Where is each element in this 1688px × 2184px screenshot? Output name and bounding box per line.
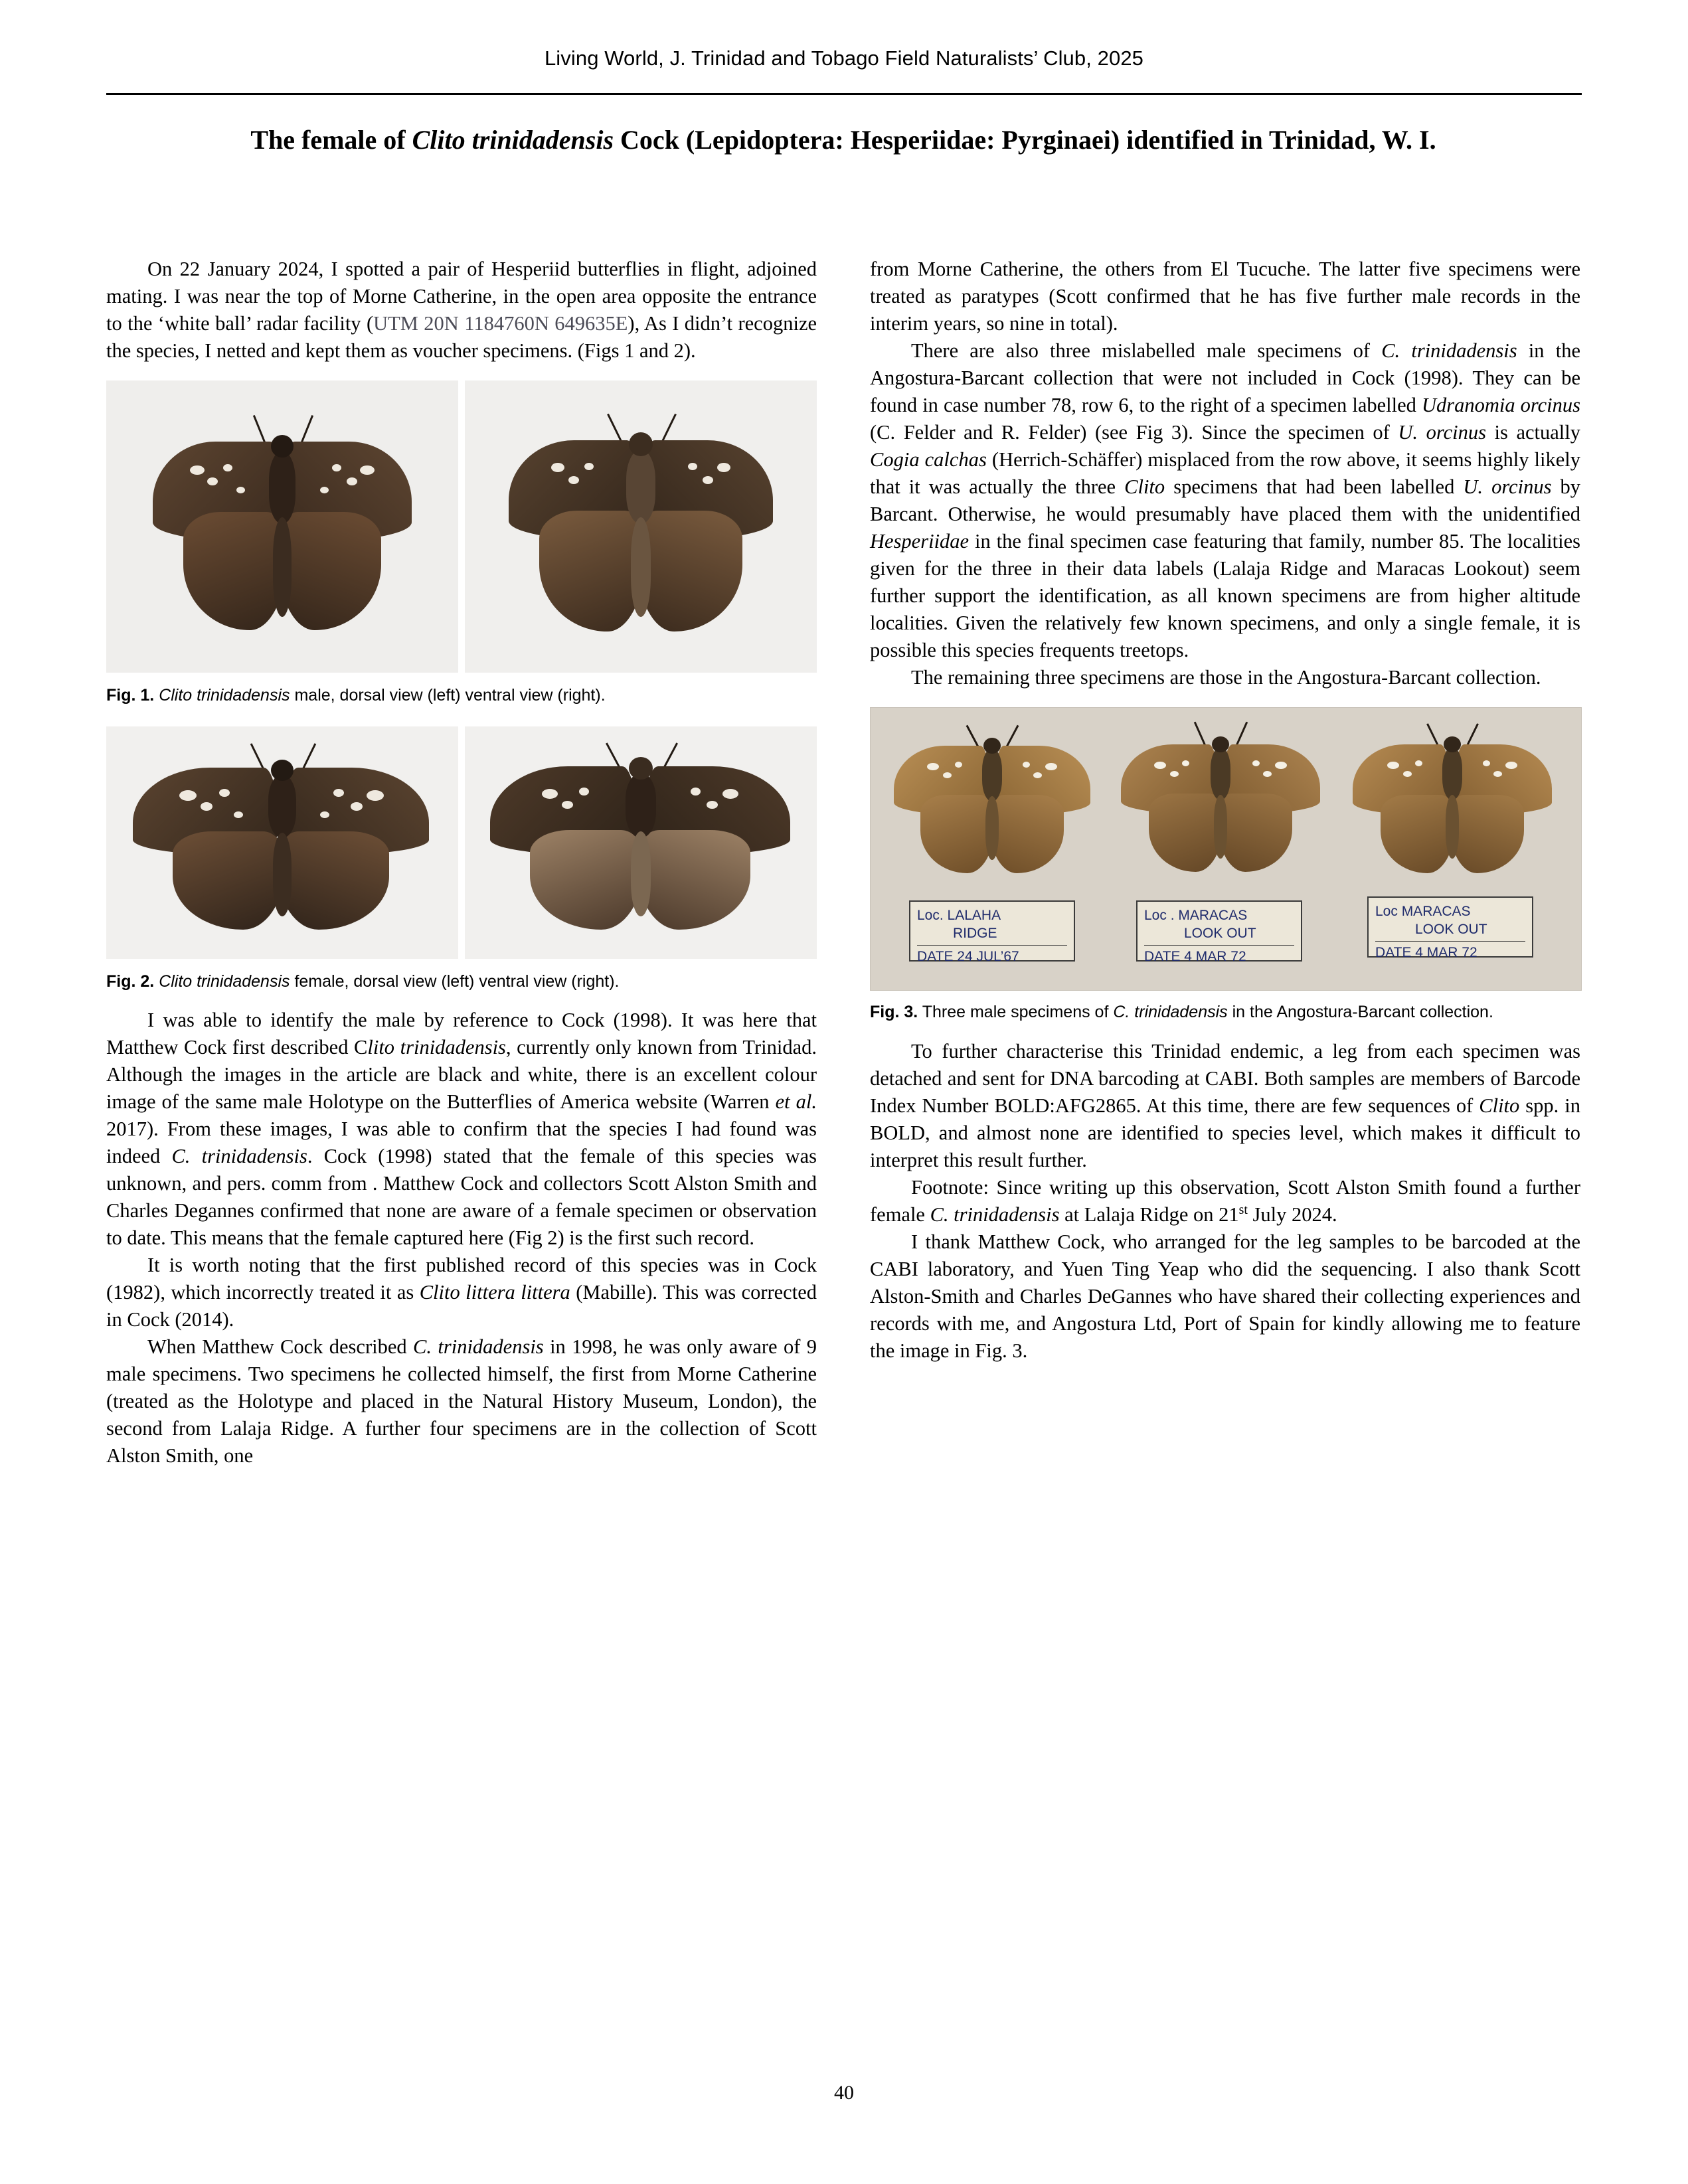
mis-text-f: specimens that had been labelled (1165, 475, 1464, 499)
wing-spot (201, 802, 212, 811)
hindwing-left (1149, 794, 1223, 872)
wing-spot (320, 811, 329, 818)
wing-spot (551, 463, 564, 472)
wing-spot (360, 465, 375, 475)
specimen-1 (883, 713, 1102, 892)
thorax (268, 774, 296, 838)
footnote-text-b: at Lalaja Ridge on 21 (1059, 1203, 1239, 1226)
dna-text-b: spp. in BOLD, and almost none are identified to species level, which makes it difficult to interpret this result further. (870, 1094, 1581, 1171)
figure-3-caption-label: Fig. 3. (870, 1003, 918, 1022)
title-part-1: The female of (250, 125, 412, 155)
hindwing-right (637, 830, 750, 930)
wing-spot (1505, 762, 1517, 769)
wing-spot (367, 790, 384, 801)
thorax (626, 450, 655, 524)
paragraph-acknowledgements: I thank Matthew Cock, who arranged for the leg samples to be barcoded at the CABI laboratory, and Yuen Ting Yeap who did the sequencing. I also thank Scott Alston-Smith and Charles DeGannes who have shared their collecting experiences and records with me, and Angostura Ltd, Port of Spain for kindly allowing me to feature the image in Fig. 3. (870, 1230, 1580, 1363)
figure-3-caption-species: C. trinidadensis (1113, 1003, 1228, 1022)
hindwing-left (173, 831, 284, 930)
footnote-species: C. trinidadensis (930, 1203, 1060, 1226)
hindwing-right (278, 512, 381, 630)
specimen-label-1 (909, 900, 1075, 962)
specimen-label-3-loc: Loc MARACAS (1375, 904, 1471, 920)
specimen-label-1-date: DATE 24 JUL’67 (917, 945, 1067, 966)
title-part-2: Cock (Lepidoptera: Hesperiidae: Pyrginaei) identified in Trinidad, W. I. (614, 125, 1436, 155)
wing-spot (1493, 771, 1502, 777)
figure-1-image (106, 380, 817, 673)
wing-spot (1387, 762, 1399, 769)
figure-1-caption (106, 685, 817, 707)
paragraph-dna (870, 1038, 1580, 1174)
wing-spot (1275, 762, 1287, 769)
wing-spot (1170, 771, 1179, 777)
mis-text-b: in the Angostura-Barcant collection that were not included in Cock (1998). They can be found in case number 78, row 6, to the right of a specimen labelled (870, 339, 1580, 417)
specimen-label-2 (1136, 900, 1302, 962)
mis-genus: Clito (1124, 475, 1165, 499)
dna-genus: Clito (1479, 1094, 1520, 1117)
wing-spot (562, 801, 573, 809)
figure-3-caption-text-a: Three male specimens of (918, 1003, 1114, 1022)
wing-spot (691, 788, 701, 796)
intro-text-a: On 22 January 2024, I spotted a pair of Hesperiid butterflies in flight, adjoined mating. I was near the top of Morne Catherine, in the open area opposite the entrance to the ‘white ball’ radar facility ( (106, 258, 817, 335)
wing-spot (717, 463, 730, 472)
wing-spot (320, 487, 329, 493)
figure-1 (106, 380, 817, 707)
abdomen (631, 831, 651, 916)
hindwing-left (183, 512, 287, 630)
mis-species-3: U. orcinus (1398, 421, 1486, 444)
dna-text-a: To further characterise this Trinidad endemic, a leg from each specimen was detached and sent for DNA barcoding at CABI. Both samples are members of Barcode Index Number BOLD:AFG2865. At this time, there are few sequences of (870, 1039, 1580, 1117)
footnote-ordinal: st (1238, 1202, 1248, 1217)
wing-spot (1483, 760, 1490, 766)
head (629, 432, 653, 456)
wing-spot (223, 464, 232, 471)
mis-text-h: in the final specimen case featuring that family, number 85. The localities given for the three in their data labels (Lalaja Ridge and Maracas Lookout) seem further support the identification, as all known specimens are from higher altitude localities. Given the relatively few known specimens, and only a single female, it is possible this species frequents treetops. (870, 530, 1580, 662)
hindwing-right (636, 511, 742, 631)
figure-2-image (106, 726, 817, 959)
specimen-label-3-loc2: LOOK OUT (1415, 921, 1487, 937)
specimen-label-1-loc2: RIDGE (953, 925, 997, 941)
id-text-d: . Cock (1998) stated that the female of this species was unknown, and pers. comm from . Matthew Cock and collectors Scott Alston Smith and Charles Degannes confirmed that none are aware of a female specimen or observation to date. This means that the female captured here (Fig 2) is the first such record. (106, 1145, 817, 1250)
hindwing-left (530, 830, 643, 930)
figure-3 (870, 707, 1580, 1023)
hindwing-right (1218, 794, 1292, 872)
specimen-label-2-date: DATE 4 MAR 72 (1144, 945, 1294, 966)
specimen-label-3-date: DATE 4 MAR 72 (1375, 941, 1525, 962)
first-record-text-b: (Mabille). This was corrected in Cock (2014). (106, 1281, 817, 1331)
female-dorsal-photo (106, 726, 458, 959)
wing-spot (1045, 763, 1057, 770)
wing-spot (347, 477, 357, 485)
wing-spot (236, 487, 245, 493)
abdomen (1214, 795, 1227, 859)
paragraph-mislabelled (870, 337, 1580, 664)
figure-2-caption-text: female, dorsal view (left) ventral view (right). (290, 971, 620, 991)
abdomen (1446, 795, 1459, 859)
wing-spot (179, 790, 197, 801)
left-column (106, 256, 817, 1470)
wing-spot (1182, 760, 1189, 766)
wing-spot (1252, 760, 1260, 766)
figure-1-caption-species: Clito trinidadensis (159, 686, 290, 705)
paragraph-remaining: The remaining three specimens are those in the Angostura-Barcant collection. (911, 666, 1541, 689)
wing-spot (579, 788, 589, 796)
hindwing-right (1450, 795, 1524, 873)
head (983, 738, 1001, 754)
wing-spot (927, 763, 939, 770)
head (629, 757, 653, 780)
id-species-1: lito trinidadensis (367, 1036, 506, 1059)
wing-spot (722, 789, 738, 799)
head (271, 435, 294, 458)
thorax (1442, 747, 1462, 800)
running-head: Living World, J. Trinidad and Tobago Field Naturalists’ Club, 2025 (544, 46, 1144, 70)
paragraph-intro (106, 256, 817, 365)
figure-3-image (870, 707, 1582, 991)
figure-2-caption-label: Fig. 2. (106, 971, 155, 991)
specimens-species: C. trinidadensis (413, 1335, 544, 1359)
wing-spot (703, 476, 713, 484)
thorax (1211, 747, 1230, 800)
wing-spot (584, 463, 594, 470)
id-text-b: , currently only known from Trinidad. Although the images in the article are black and white, there is an excellent colour image of the same male Holotype on the Butterflies of America website (Warren (106, 1036, 817, 1114)
figure-3-caption (870, 1001, 1580, 1023)
hindwing-right (278, 831, 389, 930)
mis-species-5: U. orcinus (1463, 475, 1552, 499)
hindwing-left (1381, 795, 1455, 873)
specimen-2 (1111, 713, 1330, 892)
id-etal: et al. (775, 1090, 817, 1114)
intro-text-b: ), As I didn’t recognize the species, I netted and kept them as voucher specimens. (Figs 1 and 2). (106, 312, 817, 363)
figure-2-caption (106, 971, 817, 993)
right-column (870, 256, 1580, 1365)
specimens-text-b: in 1998, he was only aware of 9 male specimens. Two specimens he collected himself, the first from Morne Catherine (treated as the Holotype and placed in the Natural History Museum, London), the second from Lalaja Ridge. A further four specimens are in the collection of Scott Alston Smith, one (106, 1335, 817, 1468)
wing-spot (688, 463, 697, 470)
hindwing-left (539, 511, 645, 631)
specimen-label-2-loc: Loc . MARACAS (1144, 908, 1248, 924)
id-text-c: 2017). From these images, I was able to confirm that the species I had found was indeed (106, 1118, 817, 1168)
paragraph-first-record (106, 1252, 817, 1333)
thorax (982, 748, 1002, 801)
first-record-species: Clito littera littera (419, 1281, 570, 1304)
specimen-label-3 (1367, 896, 1533, 958)
specimen-3 (1339, 713, 1565, 892)
head (271, 760, 294, 781)
figure-1-caption-text: male, dorsal view (left) ventral view (right). (290, 686, 606, 705)
male-ventral-photo (465, 380, 817, 673)
wing-spot (207, 477, 218, 485)
thorax (626, 773, 656, 838)
mis-species-4: Cogia calchas (870, 448, 987, 471)
id-text-a: I was able to identify the male by reference to Cock (1998). It was here that Matthew Cock first described C (106, 1009, 817, 1059)
female-ventral-photo (465, 726, 817, 959)
mis-text-d: is actually (1485, 421, 1580, 444)
hindwing-left (920, 795, 995, 873)
header-rule (106, 93, 1582, 95)
wing-spot (542, 789, 558, 799)
title-species: Clito trinidadensis (412, 125, 614, 155)
wing-spot (568, 476, 579, 484)
mis-species-2: Udranomia orcinus (1421, 394, 1581, 417)
wing-spot (351, 802, 363, 811)
head (1212, 736, 1229, 752)
abdomen (273, 517, 292, 617)
paragraph-paratypes: from Morne Catherine, the others from El Tucuche. The latter five specimens were treated as paratypes (Scott confirmed that he has five further male records in the interim years, so nine in total). (870, 258, 1580, 335)
paragraph-footnote (870, 1174, 1580, 1228)
wing-spot (1154, 762, 1166, 769)
head (1444, 736, 1461, 752)
specimens-text-a: When Matthew Cock described (147, 1335, 414, 1359)
wing-spot (190, 465, 205, 475)
paragraph-specimens (106, 1333, 817, 1470)
figure-2-caption-species: Clito trinidadensis (159, 971, 290, 991)
abdomen (631, 517, 651, 617)
wing-spot (1415, 760, 1422, 766)
footnote-text-a: Footnote: Since writing up this observation, Scott Alston Smith found a further female (870, 1175, 1580, 1226)
wing-spot (1023, 762, 1030, 768)
page-number: 40 (834, 2082, 854, 2104)
figure-3-caption-text-b: in the Angostura-Barcant collection. (1227, 1003, 1493, 1022)
figure-2 (106, 726, 817, 993)
page-title (100, 123, 1587, 158)
wing-spot (1033, 772, 1042, 778)
wing-spot (707, 801, 718, 809)
mis-text-a: There are also three mislabelled male specimens of (911, 339, 1382, 363)
wing-spot (333, 789, 344, 797)
utm-coordinates: UTM 20N 1184760N 649635E (373, 312, 628, 335)
paragraph-identification (106, 1007, 817, 1252)
mis-text-g: by Barcant. Otherwise, he would presumably have placed them with the unidentified (870, 475, 1580, 526)
first-record-text-a: It is worth noting that the first published record of this species was in Cock (1982), which incorrectly treated it as (106, 1254, 817, 1304)
wing-spot (332, 464, 341, 471)
wing-spot (955, 762, 962, 768)
mis-text-e: (Herrich-Schäffer) misplaced from the row above, it seems highly likely that it was actually the three (870, 448, 1580, 499)
figure-1-caption-label: Fig. 1. (106, 686, 155, 705)
specimen-label-1-loc: Loc. LALAHA (917, 908, 1001, 924)
wing-spot (1263, 771, 1272, 777)
mis-species-1: C. trinidadensis (1381, 339, 1517, 363)
mis-family: Hesperiidae (870, 530, 970, 553)
thorax (269, 451, 295, 524)
abdomen (273, 833, 292, 916)
specimen-label-2-loc2: LOOK OUT (1184, 925, 1256, 941)
id-species-2: C. trinidadensis (171, 1145, 307, 1168)
male-dorsal-photo (106, 380, 458, 673)
wing-spot (234, 811, 243, 818)
abdomen (985, 796, 999, 860)
hindwing-right (989, 795, 1064, 873)
wing-spot (943, 772, 952, 778)
footnote-text-c: July 2024. (1247, 1203, 1337, 1226)
wing-spot (219, 789, 230, 797)
wing-spot (1403, 771, 1412, 777)
mis-text-c: (C. Felder and R. Felder) (see Fig 3). Since the specimen of (870, 421, 1398, 444)
